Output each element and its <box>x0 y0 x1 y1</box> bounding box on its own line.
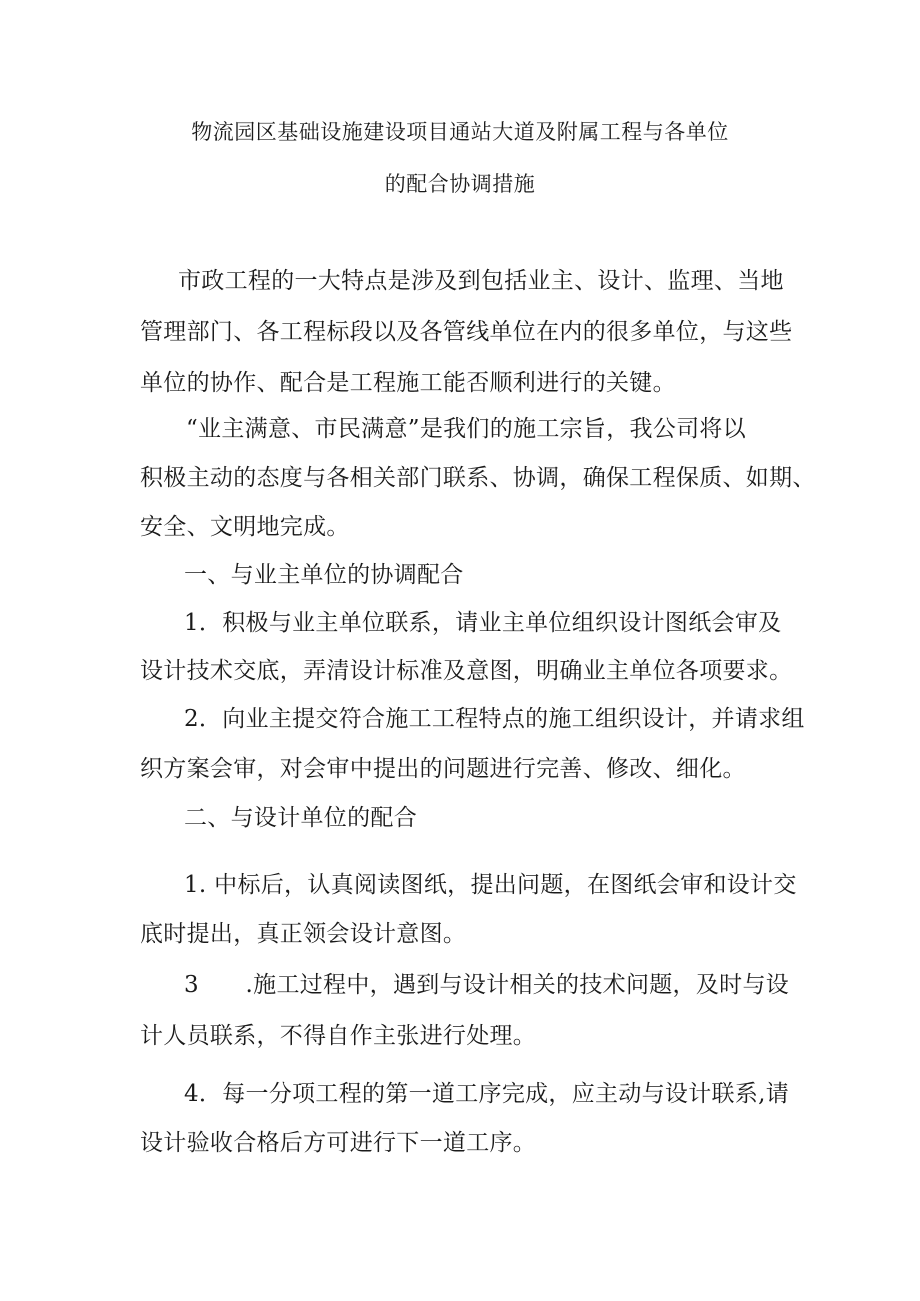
paragraph-line: “业主满意、市民满意”是我们的施工宗旨，我公司将以 <box>186 416 747 442</box>
paragraph-line: 计人员联系，不得自作主张进行处理。 <box>140 1023 537 1049</box>
document-title-line-1: 物流园区基础设施建设项目通站大道及附属工程与各单位 <box>191 120 729 144</box>
paragraph-line: 积极主动的态度与各相关部门联系、协调，确保工程保质、如期、 <box>140 465 816 491</box>
paragraph-line: 1．积极与业主单位联系，请业主单位组织设计图纸会审及 <box>184 610 782 636</box>
paragraph-line: 2．向业主提交符合施工工程特点的施工组织设计，并请求组 <box>184 706 805 732</box>
paragraph-line: 安全、文明地完成。 <box>140 514 350 540</box>
paragraph-line: 设计技术交底，弄清设计标准及意图，明确业主单位各项要求。 <box>140 658 793 684</box>
paragraph-line: 管理部门、各工程标段以及各管线单位在内的很多单位，与这些 <box>140 319 793 345</box>
paragraph-line: 4．每一分项工程的第一道工序完成，应主动与设计联系,请 <box>184 1081 790 1107</box>
document-title-line-2: 的配合协调措施 <box>384 172 536 196</box>
paragraph-line: 1. 中标后，认真阅读图纸，提出问题，在图纸会审和设计交 <box>184 872 797 898</box>
paragraph-line: 底时提出，真正领会设计意图。 <box>140 921 467 947</box>
paragraph-line: 织方案会审，对会审中提出的问题进行完善、修改、细化。 <box>140 756 746 782</box>
paragraph-line: 单位的协作、配合是工程施工能否顺利进行的关键。 <box>140 370 676 396</box>
paragraph-line: 设计验收合格后方可进行下一道工序。 <box>140 1130 537 1156</box>
section-heading: 一、与业主单位的协调配合 <box>184 562 464 588</box>
paragraph-line: 3 .施工过程中，遇到与设计相关的技术问题，及时与设 <box>184 972 790 998</box>
paragraph-line: 市政工程的一大特点是涉及到包括业主、设计、监理、当地 <box>178 268 784 294</box>
section-heading: 二、与设计单位的配合 <box>184 805 417 831</box>
